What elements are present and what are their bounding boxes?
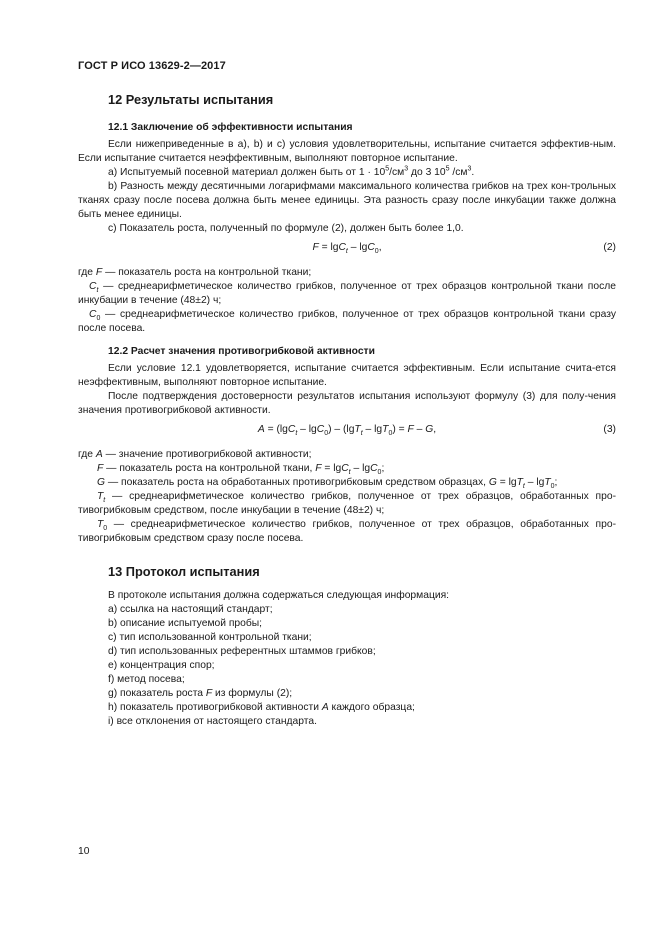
s122-where-A: где A — значение противогрибковой активности; — [78, 449, 312, 460]
s121-item-b: b) Разность между десятичными логарифмами максимального количества грибков на трех кон-трольных тканях сразу после посева должна быть менее единицы. Эта разность сразу после инкубации также должна быть менее единицы. — [78, 181, 616, 220]
formula-2 — [78, 241, 616, 255]
s121-def-C0: $C_0$ — среднеарифметическое количество грибков, полученное от трех образцов контрольной ткани сразу после посева. — [78, 309, 616, 334]
s122-paragraph-1: Если условие 12.1 удовлетворяется, испытание считается эффективным. Если испытание счита-ется неэффективным, выполняют повторное испытание. — [78, 363, 616, 388]
standard-header: ГОСТ Р ИСО 13629-2—2017 — [78, 60, 226, 72]
s121-item-c: с) Показатель роста, полученный по формуле (2), должен быть более 1,0. — [108, 223, 464, 234]
s13-item-i: i) все отклонения от настоящего стандарта. — [108, 716, 317, 727]
s13-item-g: g) показатель роста F из формулы (2); — [108, 688, 293, 699]
page-body — [78, 92, 616, 729]
s122-paragraph-2: После подтверждения достоверности результатов испытания используют формулу (3) для полу-чения значения противогрибковой активности. — [78, 391, 616, 416]
s13-item-a: а) ссылка на настоящий стандарт; — [108, 604, 273, 615]
s13-intro: В протоколе испытания должна содержаться следующая информация: — [108, 590, 450, 601]
s121-def-Ct: $C_t$ — среднеарифметическое количество грибков, полученное от трех образцов контрольной ткани после инкубации в течение (48±2) ч; — [78, 281, 616, 306]
formula-3 — [78, 423, 616, 437]
s13-item-d: d) тип использованных референтных штаммов грибков; — [108, 646, 376, 657]
s13-item-e: е) концентрация спор; — [108, 660, 215, 671]
s13-item-c: с) тип использованной контрольной ткани; — [108, 632, 312, 643]
s122-def-G: G — показатель роста на обработанных противогрибковым средством образцах, G = lgT$_t$ – lgT$_0$; — [97, 477, 558, 491]
s121-paragraph: Если нижеприведенные в а), b) и с) условия удовлетворительны, испытание считается эффектив-ным. Если испытание считается неэффективным, выполняют повторное испытание. — [78, 139, 616, 164]
s122-def-T0: $T_0$ — среднеарифметическое количество грибков, полученное от трех образцов, обработанных про-тивогрибковым средством сразу после посева. — [78, 519, 616, 544]
s122-def-Tt: $T_t$ — среднеарифметическое количество грибков, полученное от трех образцов, обработанных про-тивогрибковым средством, после инкубации в течение (48±2) ч; — [78, 491, 616, 516]
s121-where-F: где F — показатель роста на контрольной ткани; — [78, 267, 312, 278]
s122-def-F: F — показатель роста на контрольной ткани, F = lgC$_t$ – lgC$_0$; — [97, 463, 385, 477]
page-number: 10 — [78, 846, 90, 857]
section-12-title: 12 Результаты испытания — [108, 92, 274, 107]
s13-item-b: b) описание испытуемой пробы; — [108, 618, 263, 629]
s13-item-f: f) метод посева; — [108, 674, 185, 685]
section-13-title: 13 Протокол испытания — [108, 564, 260, 579]
formula-2-number: (2) — [603, 242, 616, 253]
s13-item-h: h) показатель противогрибковой активности A каждого образца; — [108, 702, 415, 713]
formula-3-expression: A = (lgC$_t$ – lgC$_0$) – (lgT$_t$ – lgT$_0$) = F – G, — [257, 424, 437, 438]
s121-item-a: а) Испытуемый посевной материал должен быть от $1 \cdot 10^5/см^3$ до 3 $10^5$ $/см^3$. — [108, 165, 475, 178]
formula-3-number: (3) — [603, 424, 616, 435]
section-12-2-title: 12.2 Расчет значения противогрибковой активности — [108, 346, 375, 357]
formula-2-expression: F = lgC$_t$ – lgC$_0$, — [312, 242, 382, 256]
section-12-1-title: 12.1 Заключение об эффективности испытания — [108, 122, 353, 133]
